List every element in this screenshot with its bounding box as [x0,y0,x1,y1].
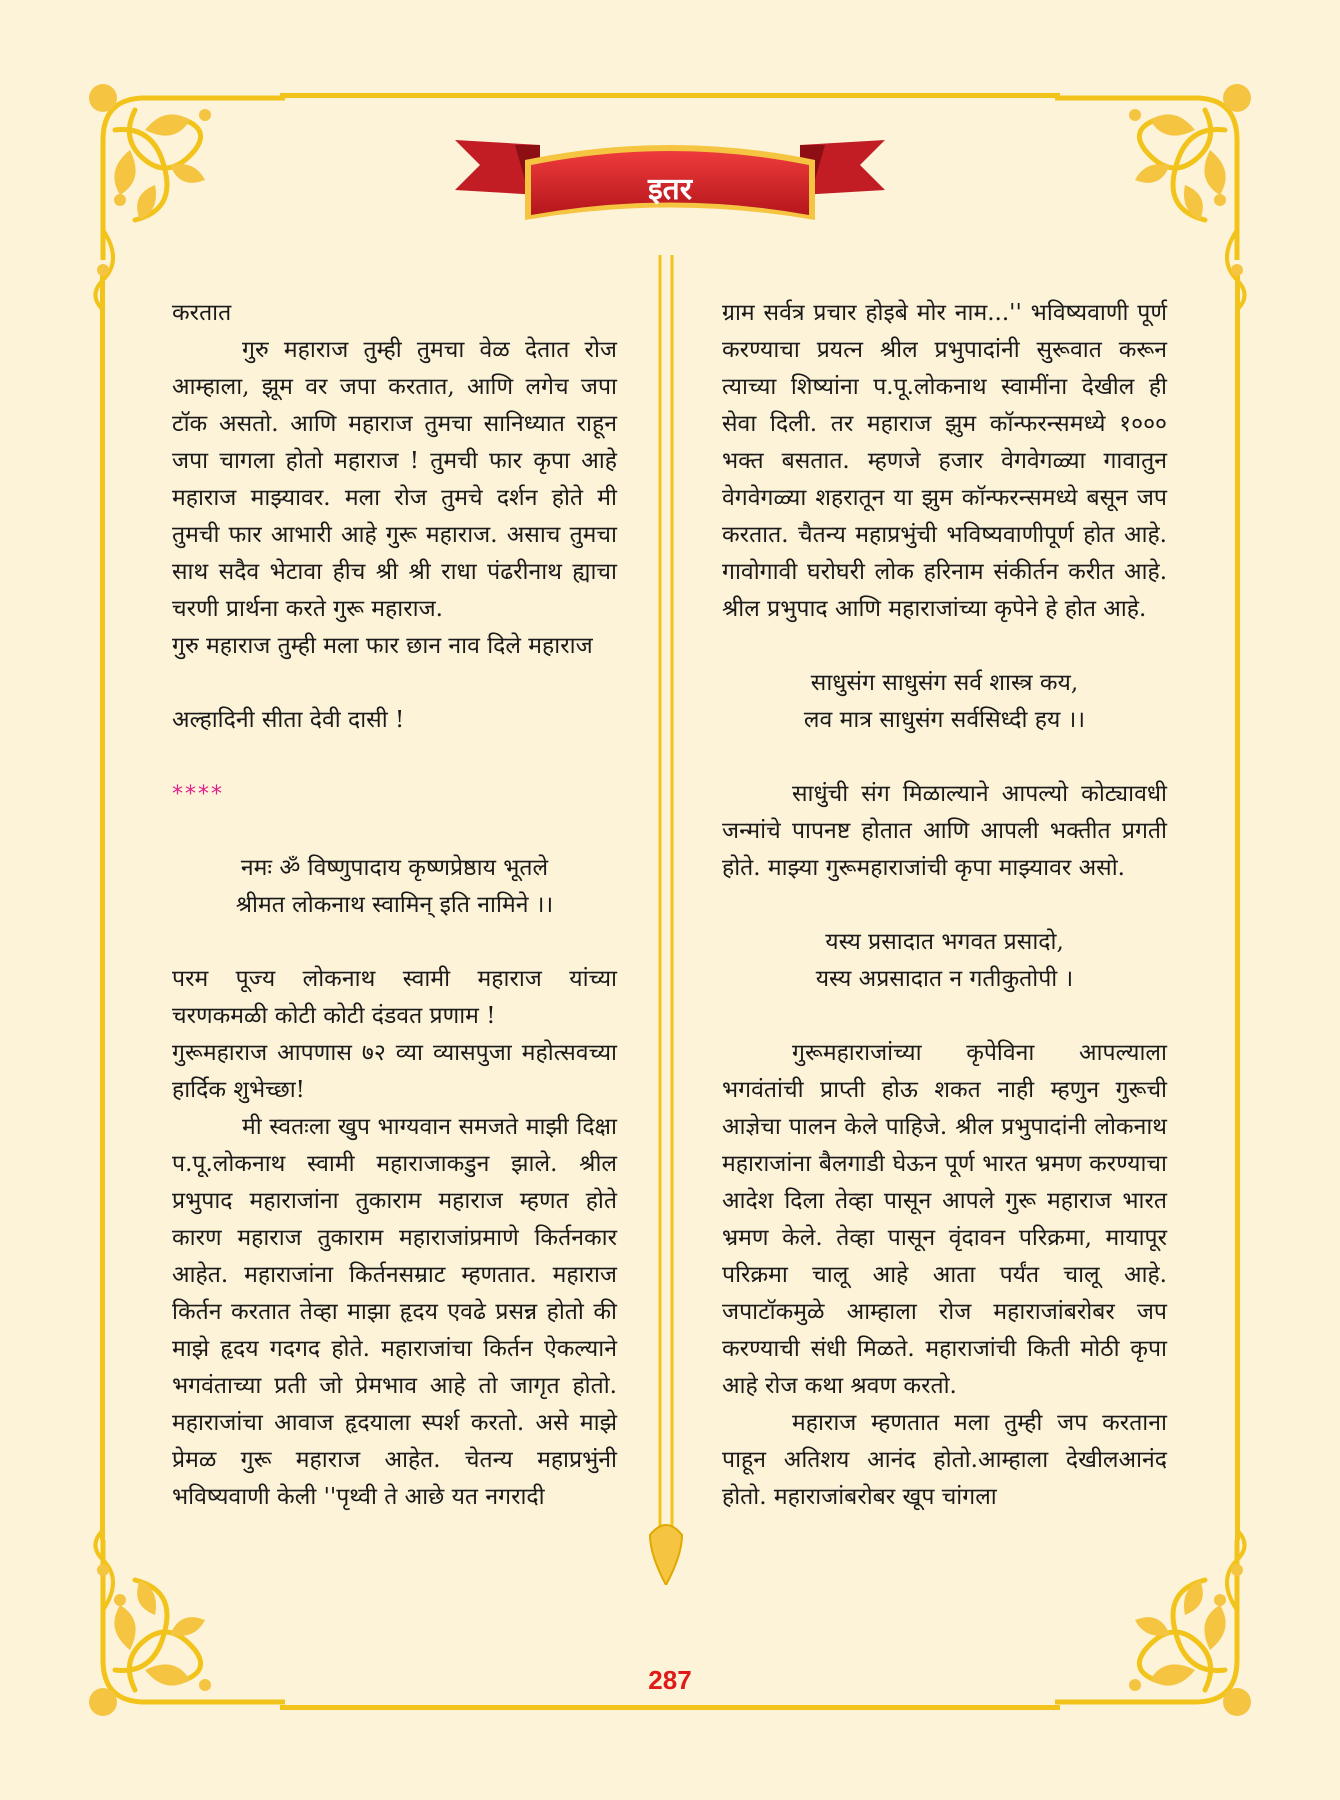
verse-line: साधुसंग साधुसंग सर्व शास्त्र कय, [810,670,1079,696]
paragraph: गुरु महाराज तुम्ही तुमचा वेळ देतात रोज आम्हाला, झूम वर जपा करतात, आणि लगेच जपा टॉक असतो. आणि महाराज तुमचा सानिध्यात राहून जपा चागला होतो महाराज ! तुमची फार कृपा आहे महाराज माझ्यावर. मला रोज तुमचे दर्शन होते मी तुमची फार आभारी आहे गुरू महाराज. असाच तुमचा साथ सदैव भेटावा हीच श्री श्री राधा पंढरीनाथ ह्याचा चरणी प्रार्थना करते गुरू महाराज. [172,337,617,622]
verse-line: नमः ॐ विष्णुपादाय कृष्णप्रेष्ठाय भूतले [240,855,549,881]
paragraph: गुरु महाराज तुम्ही मला फार छान नाव दिले महाराज [172,633,593,659]
frame-left-border [100,270,105,1540]
side-flourish-icon [1217,230,1257,310]
verse-line: यस्य प्रसादात भगवत प्रसादो, [825,929,1064,955]
paragraph: गुरूमहाराज आपणास ७२ व्या व्यासपुजा महोत्सवच्या हार्दिक शुभेच्छा! [172,1040,617,1103]
signature-line: अल्हादिनी सीता देवी दासी ! [172,707,405,733]
column-divider [648,255,684,1585]
section-title: इतर [647,172,693,207]
side-flourish-icon [83,230,123,310]
paragraph: महाराज म्हणतात मला तुम्ही जप करताना पाहून अतिशय आनंद होतो.आम्हाला देखीलआनंद होतो. महाराजांबरोबर खूप चांगला [722,1410,1167,1510]
frame-right-border [1235,270,1240,1540]
verse-line: यस्य अप्रसादात न गतीकुतोपी । [815,966,1074,992]
verse-line: लव मात्र साधुसंग सर्वसिध्दी हय ।। [803,707,1086,733]
paragraph: करतात [172,300,232,326]
separator-stars: **** [172,782,224,807]
page-number: 287 [648,1665,692,1695]
right-column [722,295,1167,1516]
paragraph: ग्राम सर्वत्र प्रचार होइबे मोर नाम...'' भविष्यवाणी पूर्ण करण्याचा प्रयत्न श्रील प्रभुपादांनी सुरूवात करून त्याच्या शिष्यांना प.पू.लोकनाथ स्वामींना देखील ही सेवा दिली. तर महाराज झुम कॉन्फरन्समध्ये १००० भक्त बसतात. म्हणजे हजार वेगवेगळ्या गावातुन वेगवेगळ्या शहरातून या झुम कॉन्फरन्समध्ये बसून जप करतात. चैतन्य महाप्रभुंची भविष्यवाणीपूर्ण होत आहे. गावोगावी घरोघरी लोक हरिनाम संकीर्तन करीत आहे. श्रील प्रभुपाद आणि महाराजांच्या कृपेने हे होत आहे. [722,300,1167,622]
side-flourish-icon [83,1530,123,1610]
paragraph: साधुंची संग मिळाल्याने आपल्यो कोट्यावधी जन्मांचे पापनष्ट होतात आणि आपली भक्तीत प्रगती होते. माझ्या गुरूमहाराजांची कृपा माझ्यावर असो. [722,781,1167,881]
paragraph: गुरूमहाराजांच्या कृपेविना आपल्याला भगवंतांची प्राप्ती होऊ शकत नाही म्हणुन गुरूची आज्ञेचा पालन केले पाहिजे. श्रील प्रभुपादांनी लोकनाथ महाराजांना बैलगाडी घेऊन पूर्ण भारत भ्रमण करण्याचा आदेश दिला तेव्हा पासून आपले गुरू महाराज भारत भ्रमण केले. तेव्हा पासून वृंदावन परिक्रमा, मायापूर परिक्रमा चालू आहे आता पर्यंत चालू आहे. जपाटॉकमुळे आम्हाला रोज महाराजांबरोबर जप करण्याची संधी मिळते. महाराजांची किती मोठी कृपा आहे रोज कथा श्रवण करतो. [722,1040,1167,1399]
frame-bottom-border [280,1705,1060,1710]
left-column [172,295,617,1516]
paragraph: परम पूज्य लोकनाथ स्वामी महाराज यांच्या चरणकमळी कोटी कोटी दंडवत प्रणाम ! [172,966,617,1029]
verse-line: श्रीमत लोकनाथ स्वामिन् इति नामिने ।। [235,892,554,918]
paragraph: मी स्वतःला खुप भाग्यवान समजते माझी दिक्षा प.पू.लोकनाथ स्वामी महाराजाकडुन झाले. श्रील प्रभुपाद महाराजांना तुकाराम महाराज म्हणत होते कारण महाराज तुकाराम महाराजांप्रमाणे किर्तनकार आहेत. महाराजांना किर्तनसम्राट म्हणतात. महाराज किर्तन करतात तेव्हा माझा हृदय एवढे प्रसन्न होतो की माझे हृदय गदगद होते. महाराजांचा किर्तन ऐकल्याने भगवंताच्या प्रती जो प्रेमभाव आहे तो जागृत होतो. महाराजांचा आवाज हृदयाला स्पर्श करतो. असे माझे प्रेमळ गुरू महाराज आहेत. चेतन्य महाप्रभुंनी भविष्यवाणी केली ''पृथ्वी ते आछे यत नगरादी [172,1114,617,1510]
frame-top-border [280,93,1060,98]
side-flourish-icon [1217,1530,1257,1610]
